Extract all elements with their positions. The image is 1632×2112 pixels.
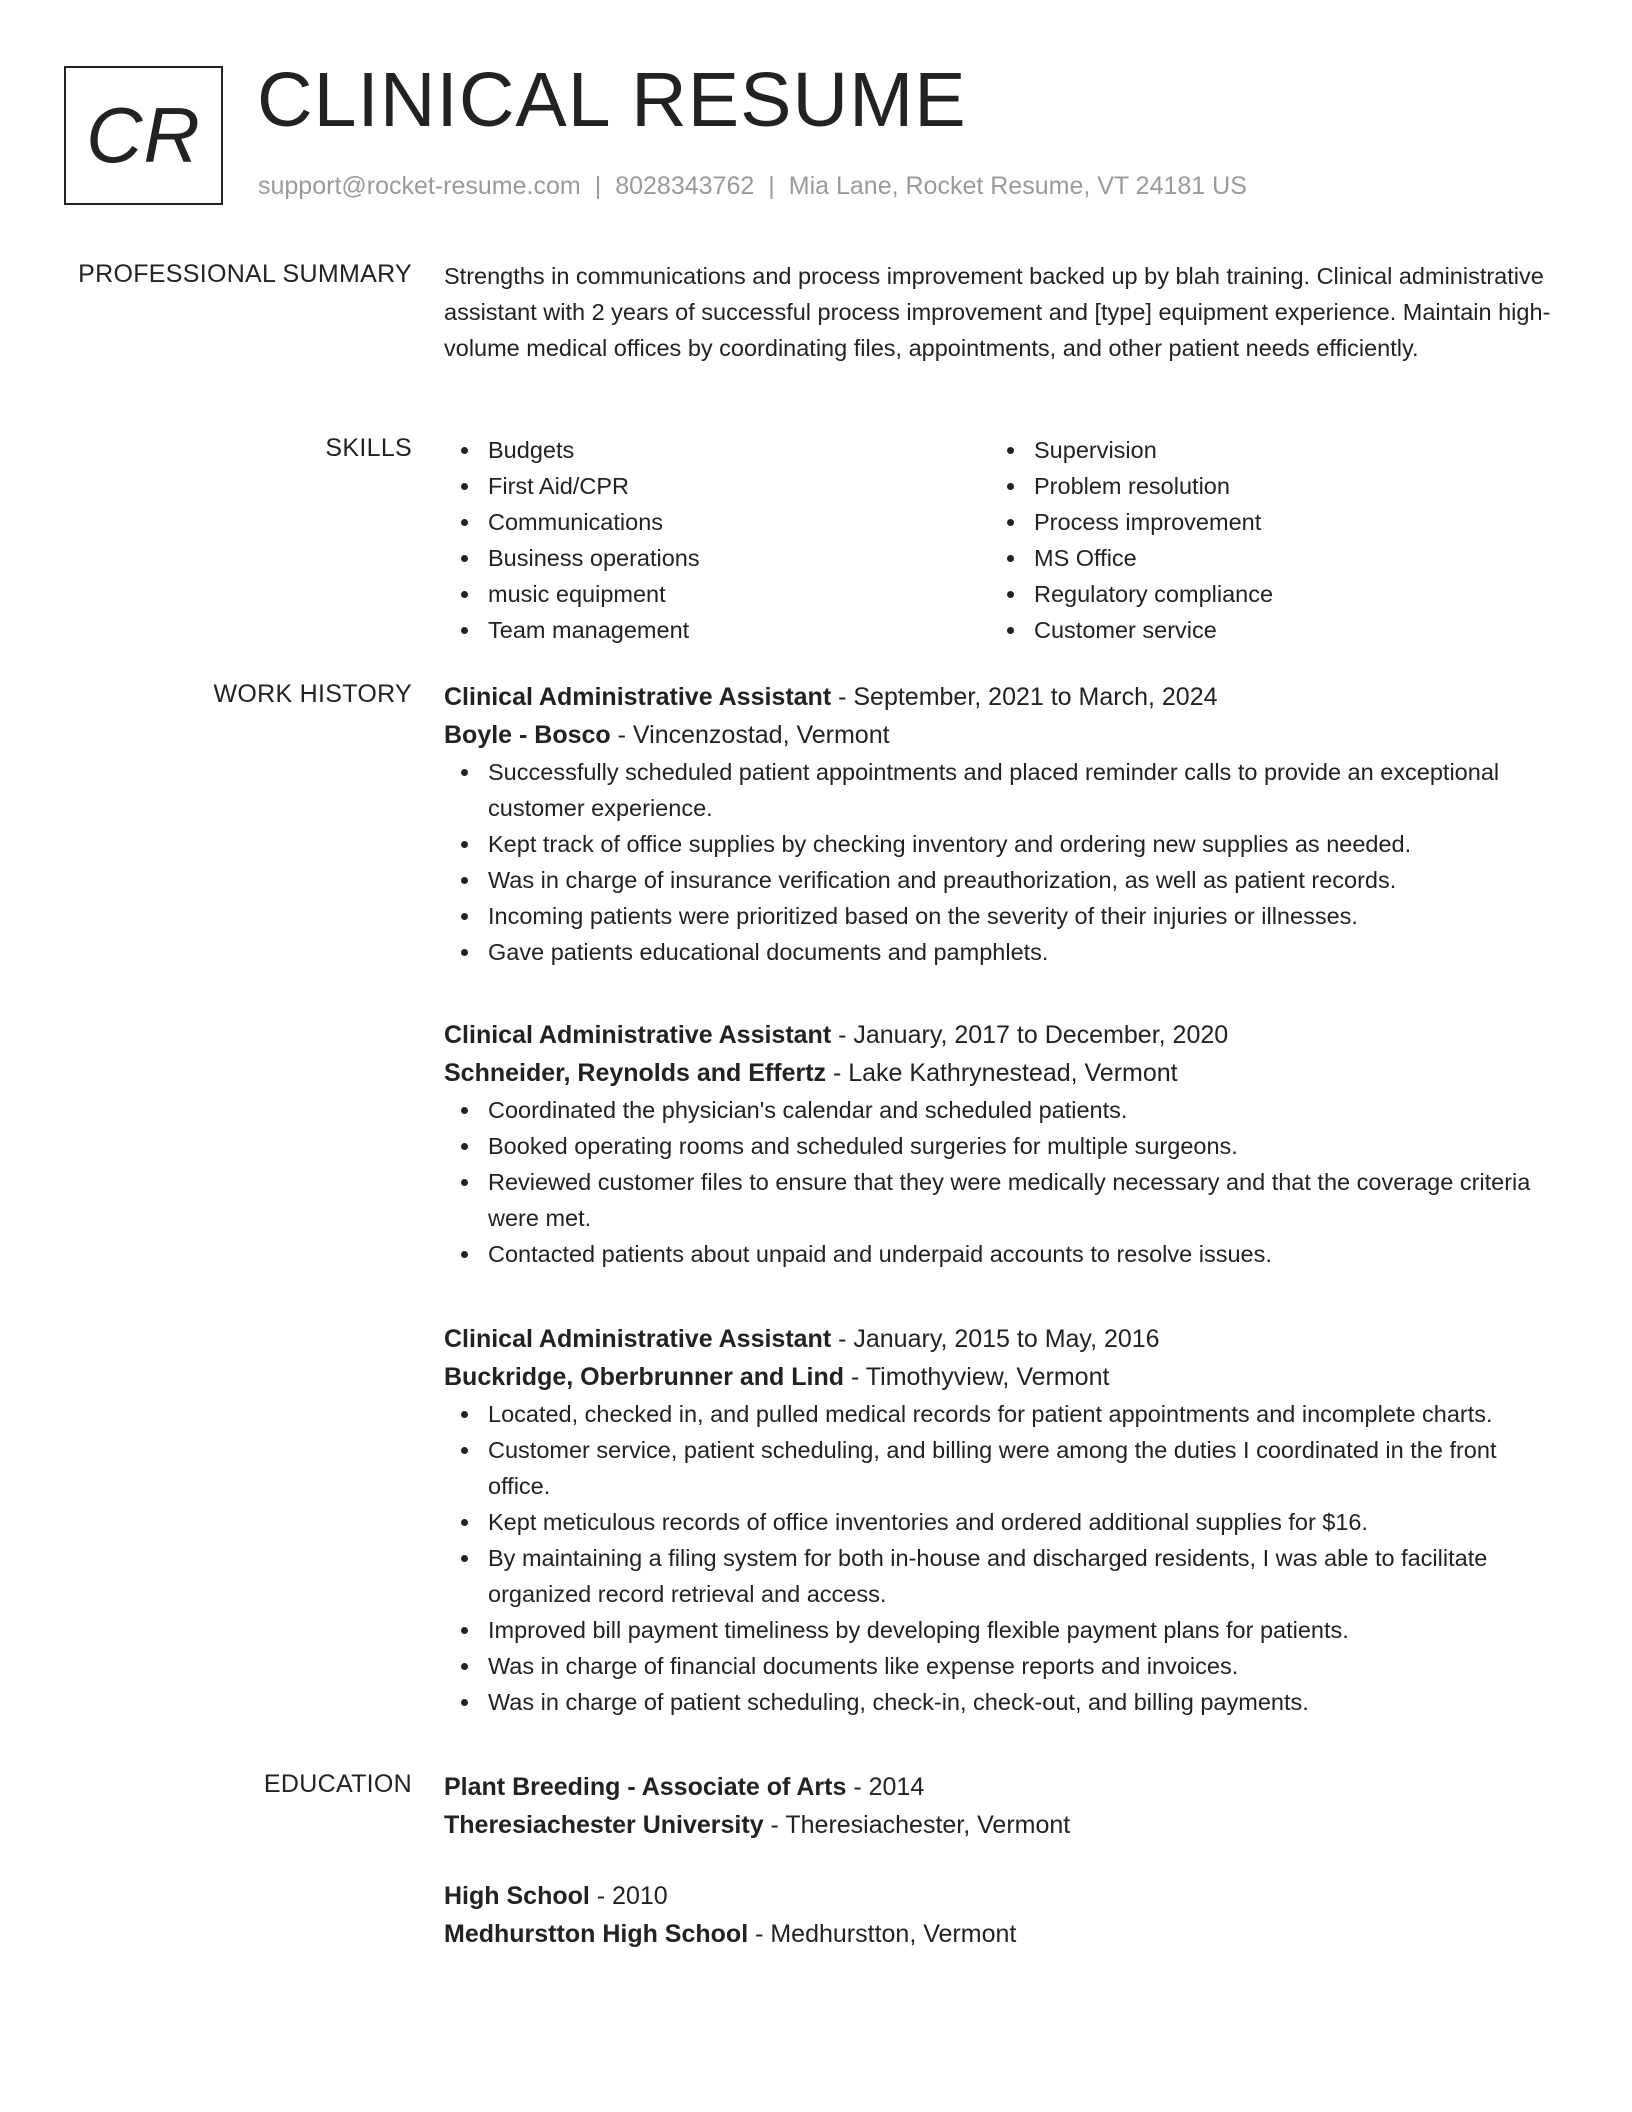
graduation-year: - 2010 xyxy=(589,1882,668,1910)
duty-item: Booked operating rooms and scheduled surgeries for multiple surgeons. xyxy=(444,1128,1564,1164)
school: Medhurstton High School xyxy=(444,1920,749,1948)
skill-item: Customer service xyxy=(990,612,1536,648)
job-entry xyxy=(444,678,1564,970)
job-title: Clinical Administrative Assistant xyxy=(444,1021,832,1049)
work-history-heading: WORK HISTORY xyxy=(213,680,412,708)
degree: High School xyxy=(444,1882,590,1910)
skill-item: Team management xyxy=(444,612,990,648)
degree-line xyxy=(444,1768,1564,1806)
summary-body xyxy=(444,258,1564,366)
skill-item: Supervision xyxy=(990,432,1536,468)
duty-item: Successfully scheduled patient appointments and placed reminder calls to provide an exceptional customer experience. xyxy=(444,754,1564,826)
job-company: Boyle - Bosco xyxy=(444,721,611,749)
job-entry xyxy=(444,1320,1564,1720)
duty-item: Incoming patients were prioritized based on the severity of their injuries or illnesses. xyxy=(444,898,1564,934)
skill-item: MS Office xyxy=(990,540,1536,576)
skill-item: Business operations xyxy=(444,540,990,576)
monogram-logo: CR xyxy=(64,66,223,205)
job-duties xyxy=(444,1396,1564,1720)
job-title: Clinical Administrative Assistant xyxy=(444,683,832,711)
skill-item: Budgets xyxy=(444,432,990,468)
duty-item: Improved bill payment timeliness by developing flexible payment plans for patients. xyxy=(444,1612,1564,1648)
contact-separator: | xyxy=(768,172,775,200)
job-company-line xyxy=(444,1358,1564,1396)
job-dates: - September, 2021 to March, 2024 xyxy=(831,683,1218,711)
duty-item: Contacted patients about unpaid and underpaid accounts to resolve issues. xyxy=(444,1236,1564,1272)
duty-item: By maintaining a filing system for both in-house and discharged residents, I was able to facilitate organized record retrieval and access. xyxy=(444,1540,1564,1612)
contact-email: support@rocket-resume.com xyxy=(258,172,581,200)
contact-phone: 8028343762 xyxy=(615,172,755,200)
duty-item: Gave patients educational documents and pamphlets. xyxy=(444,934,1564,970)
duty-item: Customer service, patient scheduling, and billing were among the duties I coordinated in the front office. xyxy=(444,1432,1564,1504)
job-title-line xyxy=(444,1320,1564,1358)
education-heading: EDUCATION xyxy=(263,1770,412,1798)
job-company-line xyxy=(444,1054,1564,1092)
job-duties xyxy=(444,754,1564,970)
summary-text: Strengths in communications and process improvement backed up by blah training. Clinical administrative assistant with 2 years of successful process improvement and [type] equipment experience. Maintain high-volume medical offices by coordinating files, appointments, and other patient needs efficiently. xyxy=(444,263,1551,361)
duty-item: Reviewed customer files to ensure that they were medically necessary and that the coverage criteria were met. xyxy=(444,1164,1564,1236)
skill-item: First Aid/CPR xyxy=(444,468,990,504)
job-location: - Lake Kathrynestead, Vermont xyxy=(826,1059,1178,1087)
skills-heading: SKILLS xyxy=(325,434,412,462)
job-title-line xyxy=(444,678,1564,716)
summary-heading: PROFESSIONAL SUMMARY xyxy=(78,260,412,288)
skills-grid xyxy=(444,432,1564,648)
school-line xyxy=(444,1915,1564,1953)
skill-item: Regulatory compliance xyxy=(990,576,1536,612)
contact-line xyxy=(258,172,1247,201)
duty-item: Located, checked in, and pulled medical records for patient appointments and incomplete charts. xyxy=(444,1396,1564,1432)
skill-item: Problem resolution xyxy=(990,468,1536,504)
skill-item: Process improvement xyxy=(990,504,1536,540)
skills-list-left xyxy=(444,432,990,648)
duty-item: Was in charge of insurance verification and preauthorization, as well as patient records. xyxy=(444,862,1564,898)
resume-title: CLINICAL RESUME xyxy=(257,57,967,143)
degree-line xyxy=(444,1877,1564,1915)
duty-item: Was in charge of patient scheduling, check-in, check-out, and billing payments. xyxy=(444,1684,1564,1720)
job-title: Clinical Administrative Assistant xyxy=(444,1325,832,1353)
skills-body xyxy=(444,432,1564,648)
school-location: - Medhurstton, Vermont xyxy=(748,1920,1017,1948)
education-entry xyxy=(444,1877,1564,1953)
job-company-line xyxy=(444,716,1564,754)
school-location: - Theresiachester, Vermont xyxy=(763,1811,1071,1839)
job-company: Buckridge, Oberbrunner and Lind xyxy=(444,1363,845,1391)
job-location: - Vincenzostad, Vermont xyxy=(610,721,890,749)
graduation-year: - 2014 xyxy=(846,1773,925,1801)
job-dates: - January, 2017 to December, 2020 xyxy=(831,1021,1229,1049)
job-dates: - January, 2015 to May, 2016 xyxy=(831,1325,1160,1353)
job-company: Schneider, Reynolds and Effertz xyxy=(444,1059,827,1087)
duty-item: Was in charge of financial documents like expense reports and invoices. xyxy=(444,1648,1564,1684)
job-location: - Timothyview, Vermont xyxy=(844,1363,1110,1391)
school-line xyxy=(444,1806,1564,1844)
skill-item: Communications xyxy=(444,504,990,540)
contact-address: Mia Lane, Rocket Resume, VT 24181 US xyxy=(788,172,1247,200)
skill-item: music equipment xyxy=(444,576,990,612)
duty-item: Coordinated the physician's calendar and scheduled patients. xyxy=(444,1092,1564,1128)
job-duties xyxy=(444,1092,1564,1272)
job-entry xyxy=(444,1016,1564,1272)
degree: Plant Breeding - Associate of Arts xyxy=(444,1773,847,1801)
education-entry xyxy=(444,1768,1564,1844)
school: Theresiachester University xyxy=(444,1811,764,1839)
duty-item: Kept track of office supplies by checking inventory and ordering new supplies as needed. xyxy=(444,826,1564,862)
contact-separator: | xyxy=(594,172,602,200)
job-title-line xyxy=(444,1016,1564,1054)
skills-list-right xyxy=(990,432,1536,648)
duty-item: Kept meticulous records of office inventories and ordered additional supplies for $16. xyxy=(444,1504,1564,1540)
